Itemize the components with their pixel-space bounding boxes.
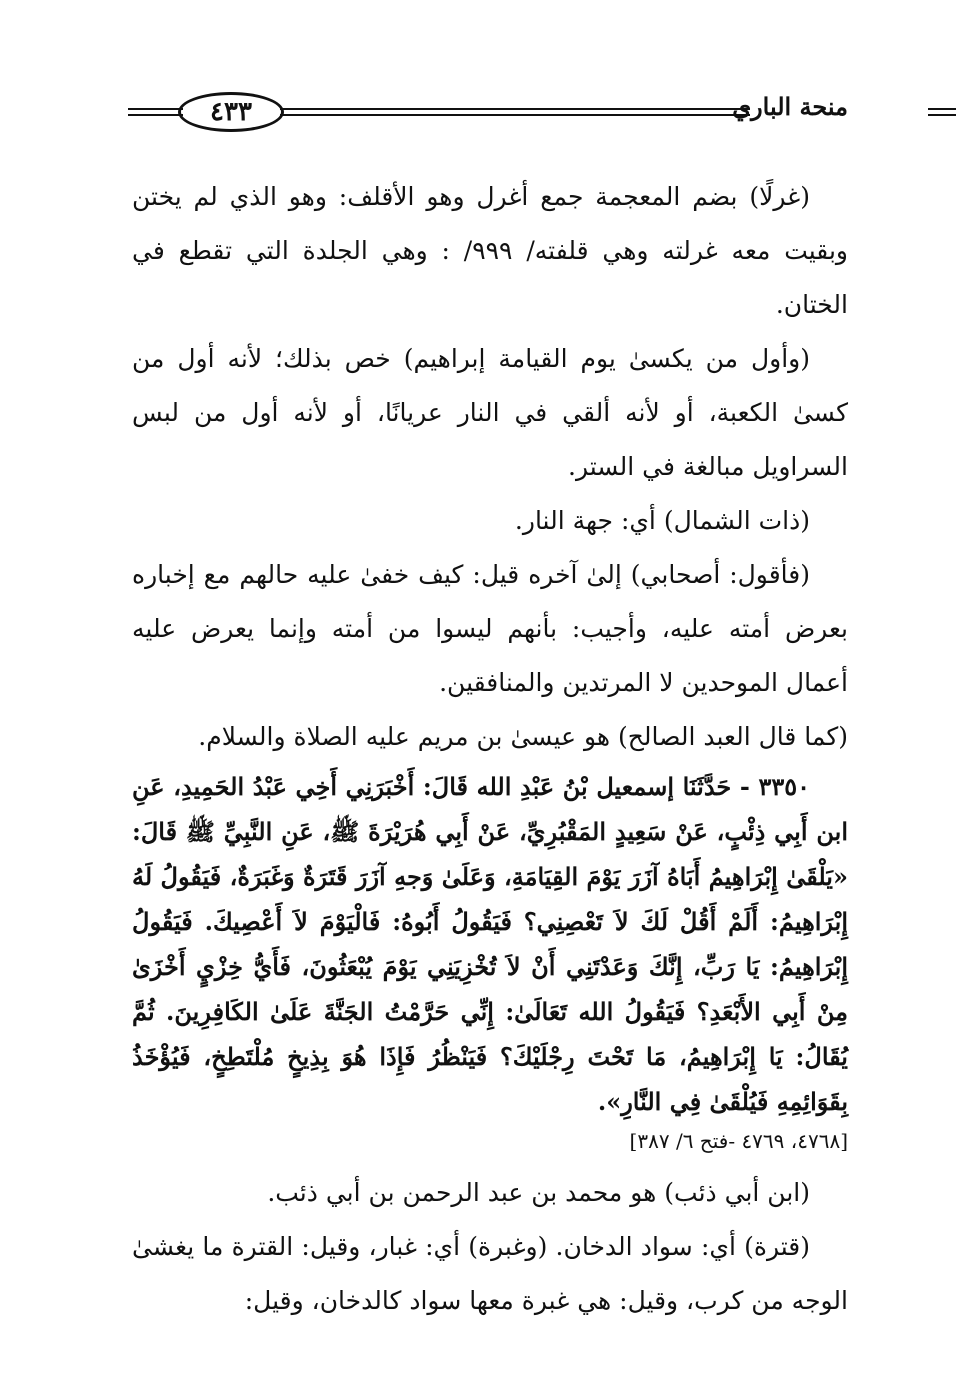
page-body [132, 170, 848, 1328]
commentary-paragraph: (قترة) أي: سواد الدخان. (وغبرة) أي: غبار، وقيل: القترة ما يغشىٰ الوجه من كرب، وقيل: هي غبرة معها سواد كالدخان، وقيل: [132, 1232, 848, 1315]
hadith-reference: [٤٧٦٨، ٤٧٦٩ -فتح ٦/ ٣٨٧] [629, 1129, 848, 1153]
hadith-text: ٣٣٥٠ - حَدَّثَنَا إسمعيل بْنُ عَبْدِ الله قَالَ: أَخْبَرَنِي أَخِي عَبْدُ الحَمِيدِ، عَنِ ابن أَبِي ذِئْبٍ، عَنْ سَعِيدٍ المَقْبُرِيِّ، عَنْ أَبِي هُرَيْرَةَ ﷺ، عَنِ النَّبِيِّ ﷺ قَالَ: «يَلْقَىٰ إِبْرَاهِيمُ أَبَاهُ آزَرَ يَوْمَ القِيَامَةِ، وَعَلَىٰ وَجهِ آزَرَ قَتَرَةٌ وَغَبَرَةٌ، فَيَقُولُ لَهُ إِبْرَاهِيمُ: أَلَمْ أَقُلْ لَكَ لاَ تَعْصِنِي؟ فَيَقُولُ أَبُوهُ: فَالْيَوْمَ لاَ أَعْصِيكَ. فَيَقُولُ إِبْرَاهِيمُ: يَا رَبِّ، إِنَّكَ وَعَدْتَنِي أَنْ لاَ تُخْزِيَنِي يَوْمَ يُبْعَثُونَ، فَأَيُّ خِزْيٍ أَخْزَىٰ مِنْ أَبِي الأَبْعَدِ؟ فَيَقُولُ الله تَعَالَىٰ: إِنِّي حَرَّمْتُ الجَنَّةَ عَلَىٰ الكَافِرِينَ. ثُمَّ يُقَالُ: يَا إِبْرَاهِيمُ، مَا تَحْتَ رِجْلَيْكَ؟ فَيَنْظُرُ فَإِذَا هُوَ بِذِيخٍ مُلْتَطِخٍ، فَيُؤْخَذُ بِقَوَائِمِهِ فَيُلْقَىٰ فِي النَّارِ». [132, 772, 848, 1116]
page-header [128, 90, 848, 140]
book-title: منحة الباري [732, 92, 848, 121]
paragraph: (ذات الشمال) أي: جهة النار. [514, 506, 810, 535]
header-rule-left [128, 108, 183, 116]
commentary-paragraph: (ابن أبي ذئب) هو محمد بن عبد الرحمن بن أبي ذئب. [267, 1178, 810, 1207]
paragraph: (وأول من يكسىٰ يوم القيامة إبراهيم) خص بذلك؛ لأنه أول من كسىٰ الكعبة، أو لأنه ألقي في النار عريانًا، أو لأنه أول من لبس السراويل مبالغة في الستر. [132, 344, 848, 481]
header-rule-middle [280, 108, 750, 116]
header-rule-right [928, 108, 956, 116]
page-number: ٤٣٣ [178, 92, 284, 132]
paragraph: (غرلًا) بضم المعجمة جمع أغرل وهو الأقلف: وهو الذي لم يختن وبقيت معه غرلته وهي قلفته/ ٩٩٩/ : وهي الجلدة التي تقطع في الختان. [132, 182, 848, 319]
paragraph: (كما قال العبد الصالح) هو عيسىٰ بن مريم عليه الصلاة والسلام. [198, 722, 848, 751]
paragraph: (فأقول: أصحابي) إلىٰ آخره قيل: كيف خفىٰ عليه حالهم مع إخباره بعرض أمته عليه، وأجيب: بأنهم ليسوا من أمته وإنما يعرض عليه أعمال الموحدين لا المرتدين والمنافقين. [132, 560, 848, 697]
